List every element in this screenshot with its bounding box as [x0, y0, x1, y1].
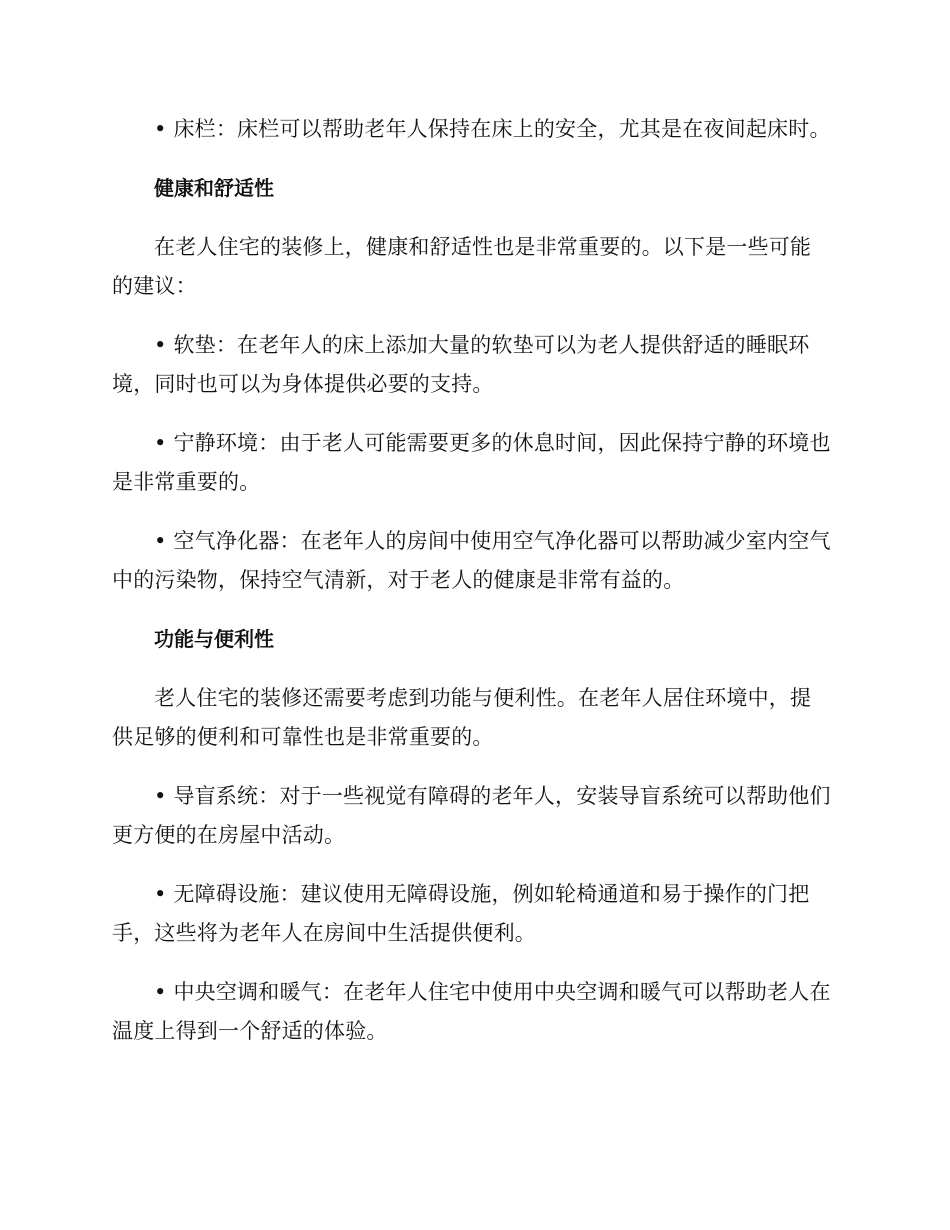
- bullet-central-air-heating: • 中央空调和暖气：在老年人住宅中使用中央空调和暖气可以帮助老人在温度上得到一个舒适的体验。: [112, 980, 831, 1043]
- bullet-quiet-environment: • 宁静环境：由于老人可能需要更多的休息时间，因此保持宁静的环境也是非常重要的。: [112, 431, 831, 494]
- heading-health-comfort: 健康和舒适性: [154, 176, 274, 200]
- document-body: [112, 110, 832, 1071]
- bullet-guide-system: • 导盲系统：对于一些视觉有障碍的老年人，安装导盲系统可以帮助他们更方便的在房屋中活动。: [112, 784, 831, 847]
- paragraph-function-convenience-intro: 老人住宅的装修还需要考虑到功能与便利性。在老年人居住环境中，提供足够的便利和可靠性也是非常重要的。: [112, 686, 812, 749]
- bullet-bed-rail: • 床栏：床栏可以帮助老年人保持在床上的安全，尤其是在夜间起床时。: [154, 117, 831, 141]
- bullet-air-purifier: • 空气净化器：在老年人的房间中使用空气净化器可以帮助减少室内空气中的污染物，保持空气清新，对于老人的健康是非常有益的。: [112, 529, 831, 592]
- bullet-cushion: • 软垫：在老年人的床上添加大量的软垫可以为老人提供舒适的睡眠环境，同时也可以为身体提供必要的支持。: [112, 333, 810, 396]
- bullet-barrier-free: • 无障碍设施：建议使用无障碍设施，例如轮椅通道和易于操作的门把手，这些将为老年人在房间中生活提供便利。: [112, 882, 810, 945]
- paragraph-health-comfort-intro: 在老人住宅的装修上，健康和舒适性也是非常重要的。以下是一些可能的建议：: [112, 235, 812, 298]
- heading-function-convenience: 功能与便利性: [154, 627, 274, 651]
